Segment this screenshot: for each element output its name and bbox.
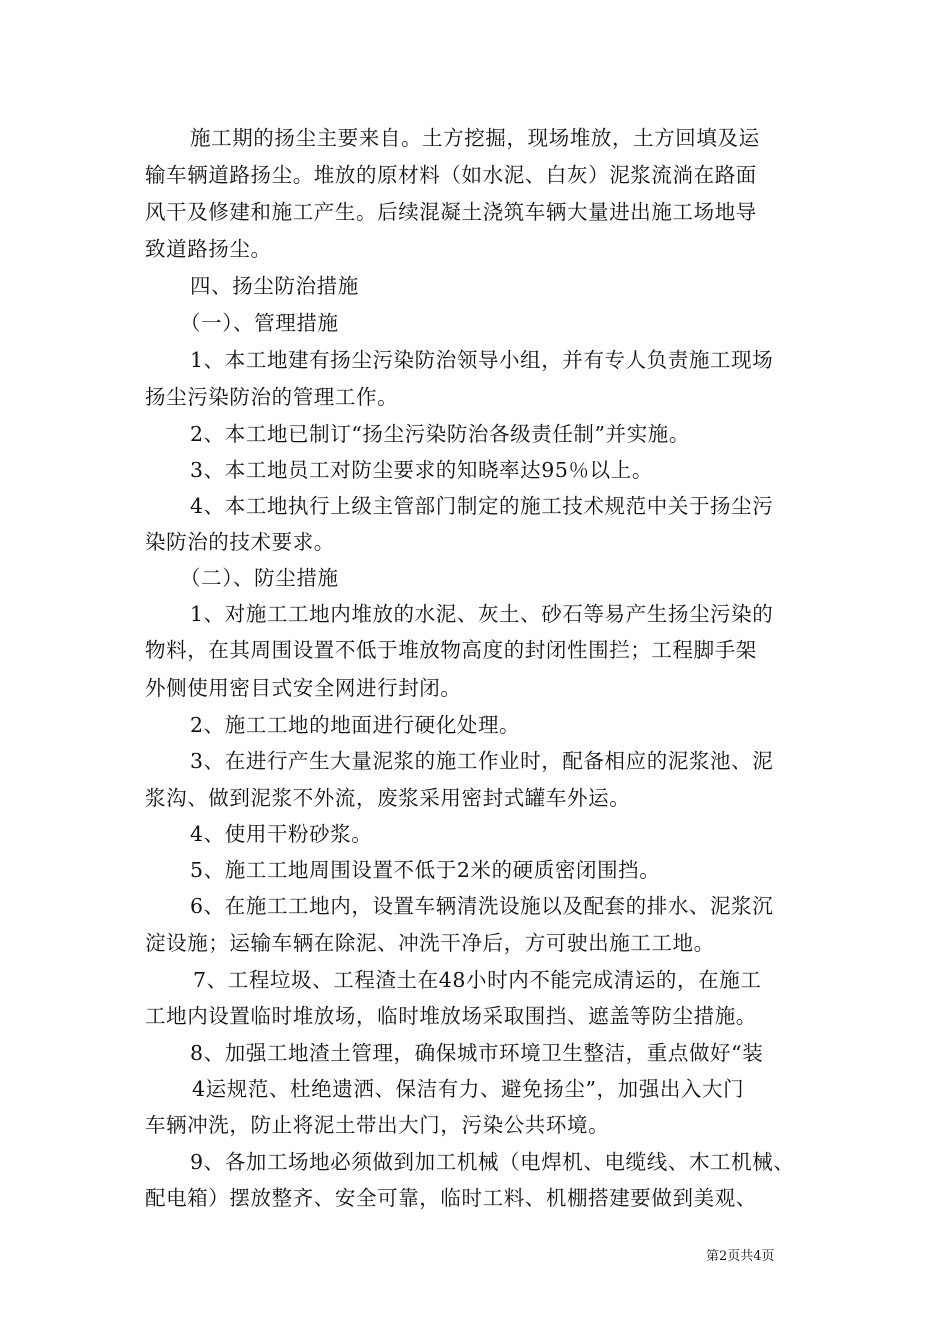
paragraph-line: 染防治的技术要求。 bbox=[145, 530, 335, 554]
paragraph-line: 风干及修建和施工产生。后续混凝土浇筑车辆大量进出施工场地导 bbox=[145, 200, 757, 224]
paragraph-line: 4、本工地执行上级主管部门制定的施工技术规范中关于扬尘污 bbox=[190, 494, 774, 518]
paragraph-line: 致道路扬尘。 bbox=[145, 237, 272, 261]
page-number-footer: 第2页共4页 bbox=[706, 1249, 775, 1264]
paragraph-line: 6、在施工工地内，设置车辆清洗设施以及配套的排水、泥浆沉 bbox=[190, 894, 774, 918]
paragraph-line: 8、加强工地渣土管理，确保城市环境卫生整洁，重点做好“装 bbox=[190, 1041, 764, 1065]
paragraph-line: 7、工程垃圾、工程渣土在48小时内不能完成清运的，在施工 bbox=[193, 968, 762, 992]
paragraph-line: 4运规范、杜绝遗洒、保洁有力、避免扬尘”，加强出入大门 bbox=[192, 1077, 745, 1101]
paragraph-line: 浆沟、做到泥浆不外流，废浆采用密封式罐车外运。 bbox=[145, 786, 631, 810]
section-heading: 四、扬尘防治措施 bbox=[190, 274, 359, 298]
paragraph-line: 工地内设置临时堆放场，临时堆放场采取围挡、遮盖等防尘措施。 bbox=[145, 1004, 757, 1028]
paragraph-line: 4、使用干粉砂浆。 bbox=[190, 822, 373, 846]
paragraph-line: 物料，在其周围设置不低于堆放物高度的封闭性围拦；工程脚手架 bbox=[145, 638, 757, 662]
paragraph-line: 3、本工地员工对防尘要求的知晓率达95％以上。 bbox=[190, 458, 653, 482]
paragraph-line: 1、对施工工地内堆放的水泥、灰土、砂石等易产生扬尘污染的 bbox=[190, 602, 774, 626]
paragraph-line: 2、本工地已制订“扬尘污染防治各级责任制”并实施。 bbox=[190, 422, 691, 446]
paragraph-line: 输车辆道路扬尘。堆放的原材料（如水泥、白灰）泥浆流淌在路面 bbox=[145, 163, 757, 187]
paragraph-line: 2、施工工地的地面进行硬化处理。 bbox=[190, 713, 521, 737]
paragraph-line: 3、在进行产生大量泥浆的施工作业时，配备相应的泥浆池、泥 bbox=[190, 749, 774, 773]
paragraph-line: 1、本工地建有扬尘污染防治领导小组，并有专人负责施工现场 bbox=[190, 348, 774, 372]
subsection-heading: （二）、防尘措施 bbox=[180, 566, 339, 590]
paragraph-line: 配电箱）摆放整齐、安全可靠，临时工料、机棚搭建要做到美观、 bbox=[145, 1186, 757, 1210]
paragraph-line: 扬尘污染防治的管理工作。 bbox=[145, 385, 399, 409]
paragraph-line: 9、各加工场地必须做到加工机械（电焊机、电缆线、木工机械、 bbox=[190, 1150, 795, 1174]
subsection-heading: （一）、管理措施 bbox=[180, 311, 339, 335]
paragraph-line: 施工期的扬尘主要来自。土方挖掘，现场堆放，土方回填及运 bbox=[190, 126, 760, 150]
paragraph-line: 车辆冲洗，防止将泥土带出大门，污染公共环境。 bbox=[145, 1113, 610, 1137]
paragraph-line: 淀设施；运输车辆在除泥、冲洗干净后，方可驶出施工工地。 bbox=[145, 931, 715, 955]
paragraph-line: 5、施工工地周围设置不低于2米的硬质密闭围挡。 bbox=[190, 858, 661, 882]
paragraph-line: 外侧使用密目式安全网进行封闭。 bbox=[145, 676, 462, 700]
